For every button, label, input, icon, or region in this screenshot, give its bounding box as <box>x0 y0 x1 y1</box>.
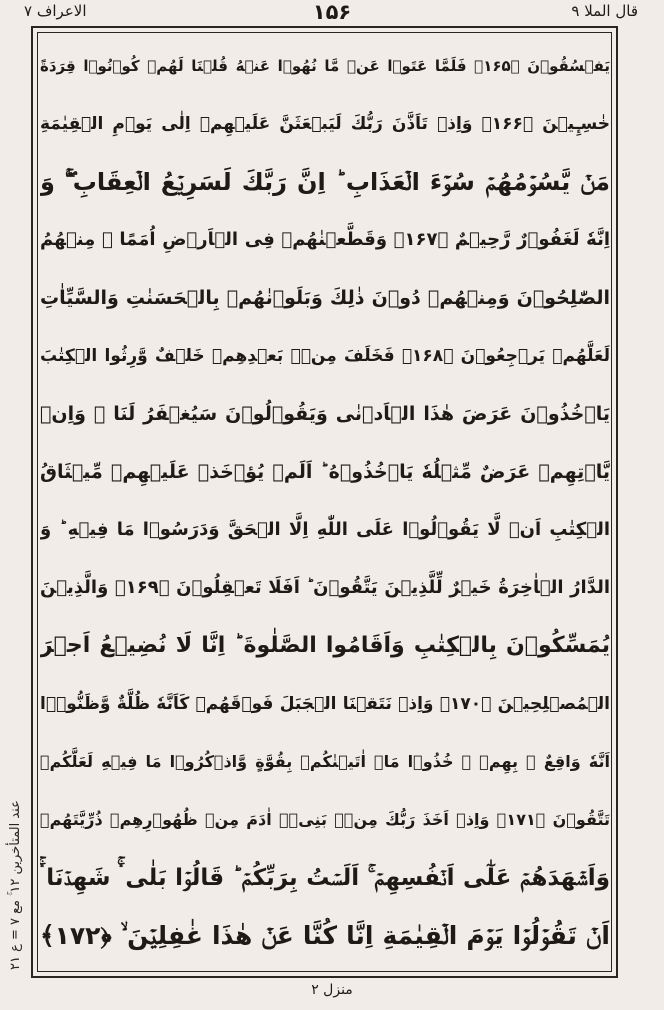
verse-line: لَعَلَّهُمۡ يَرۡجِعُوۡنَ ﴿۱۶۸﴾ فَخَلَفَ مِنۡۢ بَعۡدِهِمۡ خَلۡفٌ وَّرِثُوا الۡكِتٰبَ <box>40 346 610 366</box>
verse-line: يُمَسِّكُوۡنَ بِالۡكِتٰبِ وَاَقَامُوا الصَّلٰوةَ ؕ اِنَّا لَا نُضِيۡعُ اَجۡرَ <box>40 633 610 658</box>
ruku-margin-note: عند المتأخرين ۱۲ ۚ مع ۷ = ع ۲۱ <box>8 800 23 970</box>
verse-line: الصّٰلِحُوۡنَ وَمِنۡهُمۡ دُوۡنَ ذٰلِكَ وَبَلَوۡنٰهُمۡ بِالۡحَسَنٰتِ وَالسَّيِّاٰتِ <box>40 287 610 309</box>
verse-line: الۡمُصۡلِحِيۡنَ ﴿۱۷۰﴾ وَاِذۡ نَتَقۡنَا الۡجَبَلَ فَوۡقَهُمۡ كَاَنَّهٗ ظُلَّةٌ وَّظَنُّوۡۤا <box>40 694 610 714</box>
surah-title: الاعراف ۷ <box>24 2 87 20</box>
juz-title: قال الملا ۹ <box>571 2 638 20</box>
verse-line: يَاۡخُذُوۡنَ عَرَضَ هٰذَا الۡاَدۡنٰى وَيَقُوۡلُوۡنَ سَيُغۡفَرُ لَنَا ۚ وَاِنۡ <box>40 403 610 425</box>
verse-line: اَنَّهٗ وَاقِعٌ ۢ بِهِمۡ ۚ خُذُوۡا مَاۤ اٰتَيۡنٰكُمۡ بِقُوَّةٍ وَّاذۡكُرُوۡا مَا فِيۡهِ لَعَلَّكُمۡ <box>40 752 610 771</box>
manzil-footer: منزل ۲ <box>311 982 353 998</box>
verse-line: مَنۡ يَّسُوۡمُهُمۡ سُوۡٓءَ الۡعَذَابِ ؕ اِنَّ رَبَّكَ لَسَرِيۡعُ الۡعِقَابِ ۖۚ وَ <box>40 168 610 196</box>
verse-line: الدَّارُ الۡاٰخِرَةُ خَيۡرٌ لِّلَّذِيۡنَ يَتَّقُوۡنَ ؕ اَفَلَا تَعۡقِلُوۡنَ ﴿۱۶۹﴾ وَالَّذِيۡنَ <box>40 577 610 598</box>
verse-line: اَنۡ تَقُوۡلُوۡا يَوۡمَ الۡقِيٰمَةِ اِنَّا كُنَّا عَنۡ هٰذَا غٰفِلِيۡنَ ۙ ﴿۱۷۲﴾ <box>40 921 610 950</box>
verse-line: يَّاۡتِهِمۡ عَرَضٌ مِّثۡلُهٗ يَاۡخُذُوۡهُ ؕ اَلَمۡ يُؤۡخَذۡ عَلَيۡهِمۡ مِّيۡثَاقُ <box>40 461 610 483</box>
verse-line: خٰسِـِٕيۡنَ ﴿۱۶۶﴾ وَاِذۡ تَاَذَّنَ رَبُّكَ لَيَبۡعَثَنَّ عَلَيۡهِمۡ اِلٰى يَوۡمِ الۡقِيٰمَةِ <box>40 114 610 134</box>
verse-line: يَفۡسُقُوۡنَ ﴿۱۶۵﴾ فَلَمَّا عَتَوۡا عَنۡ مَّا نُهُوۡا عَنۡهُ قُلۡنَا لَهُمۡ كُوۡنُوۡا قِرَدَةً <box>40 57 610 75</box>
verse-line: تَتَّقُوۡنَ ﴿۱۷۱﴾ وَاِذۡ اَخَذَ رَبُّكَ مِنۡۢ بَنِىۡۤ اٰدَمَ مِنۡ ظُهُوۡرِهِمۡ ذُرِّيَّتَهُمۡ <box>40 810 610 829</box>
page-number: ۱۵۶ <box>312 0 352 24</box>
verse-line: الۡكِتٰبِ اَنۡ لَّا يَقُوۡلُوۡا عَلَى اللّٰهِ اِلَّا الۡحَقَّ وَدَرَسُوۡا مَا فِيۡهِ ؕ وَ <box>40 519 610 540</box>
verse-line: اِنَّهٗ لَغَفُوۡرٌ رَّحِيۡمٌ ﴿۱۶۷﴾ وَقَطَّعۡنٰهُمۡ فِى الۡاَرۡضِ اُمَمًا ۚ مِنۡهُمُ <box>40 229 610 250</box>
verse-line: وَاَشۡهَدَهُمۡ عَلٰٓى اَنۡفُسِهِمۡ ۚ اَلَسۡتُ بِرَبِّكُمۡ ؕ قَالُوۡا بَلٰى ۛۚ شَهِدۡنَا ۛۚ <box>40 865 610 891</box>
